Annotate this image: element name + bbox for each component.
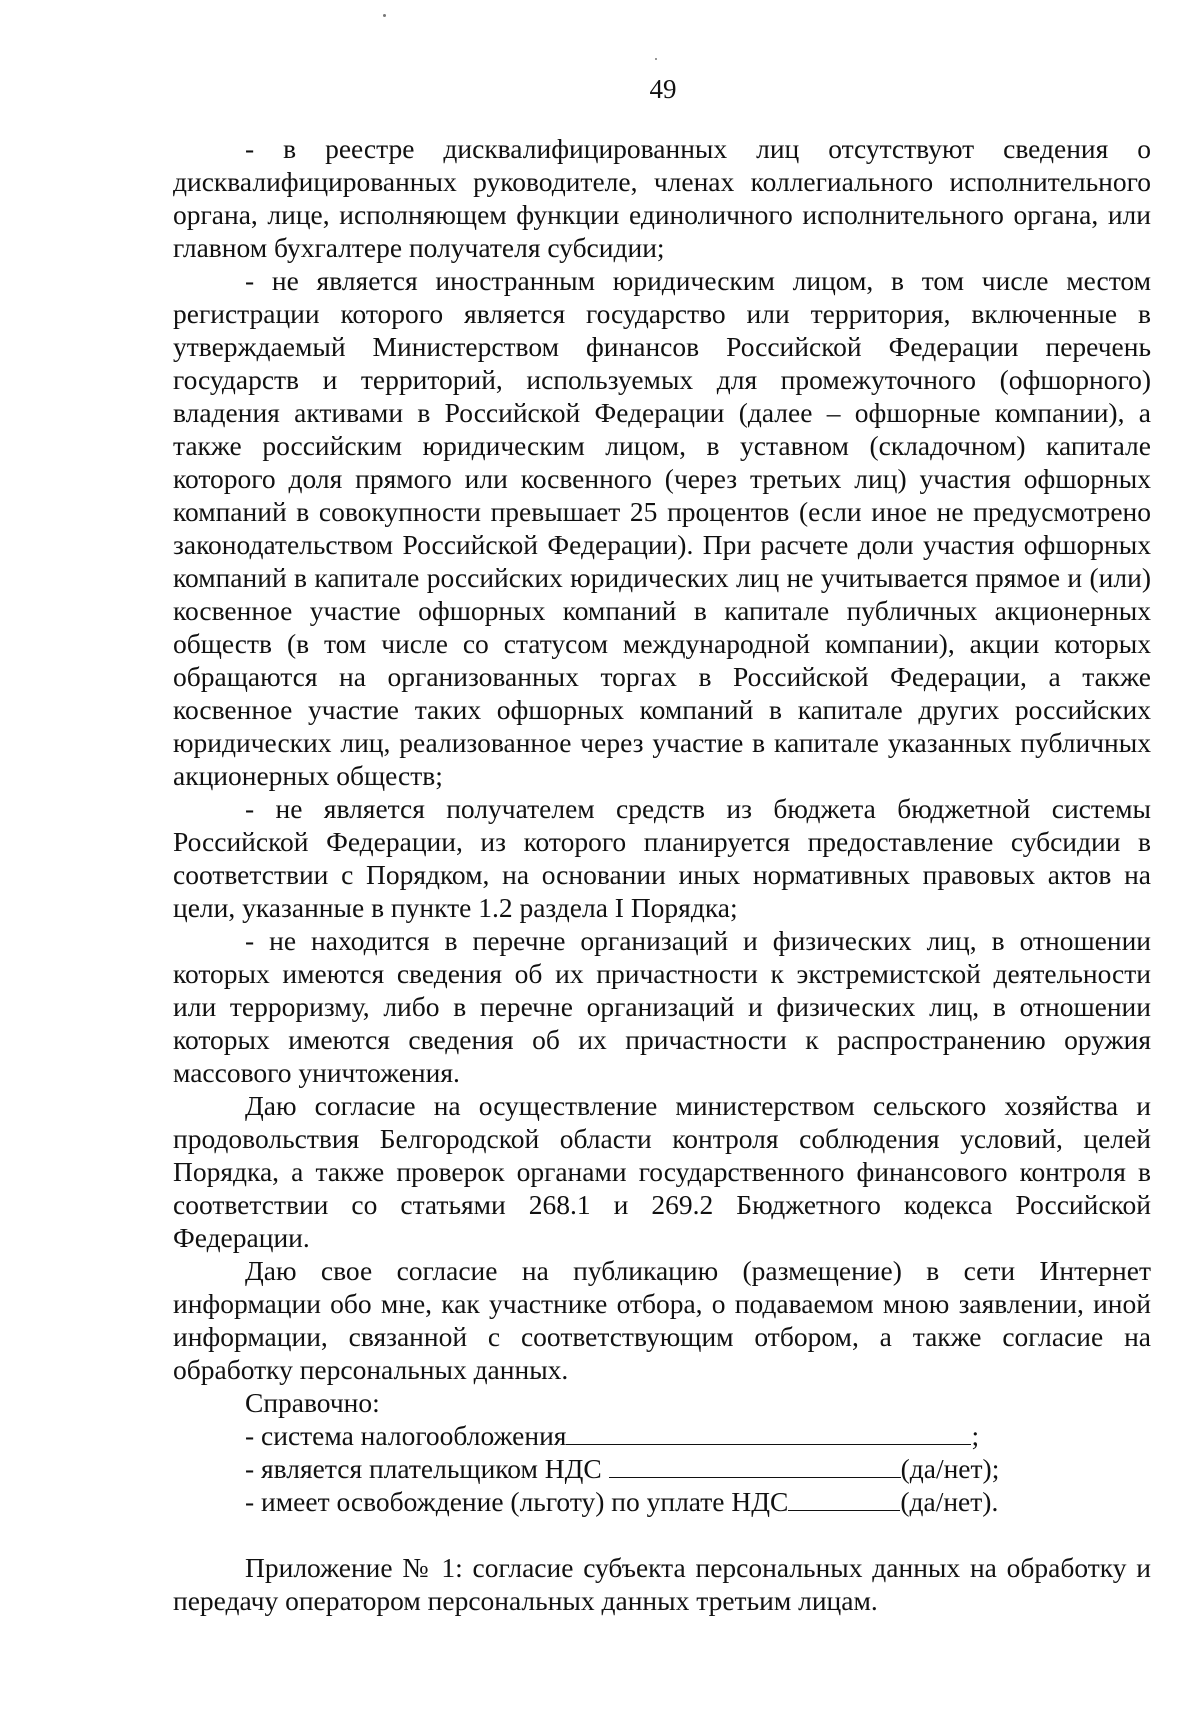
- paragraph-disqualified-persons: - в реестре дисквалифицированных лиц отсутствуют сведения о дисквалифицированных руководителе, членах коллегиального исполнительного органа, лице, исполняющем функции единоличного исполнительного органа, или главном бухгалтере получателя субсидии;: [173, 133, 1151, 263]
- vat-payer-suffix: (да/нет);: [900, 1453, 1000, 1484]
- scan-speck: [655, 58, 657, 60]
- vat-payer-label: - является плательщиком НДС: [245, 1453, 602, 1484]
- vat-exemption-suffix: (да/нет).: [900, 1486, 999, 1517]
- tax-system-line: [173, 1419, 1151, 1452]
- scan-speck: [383, 14, 386, 17]
- spacer: [173, 1518, 1151, 1551]
- tax-system-label: - система налогообложения: [245, 1420, 567, 1451]
- paragraph-budget-recipient: - не является получателем средств из бюджета бюджетной системы Российской Федерации, из которого планируется предоставление субсидии в соответствии с Порядком, на основании иных нормативных правовых актов на цели, указанные в пункте 1.2 раздела I Порядка;: [173, 793, 1151, 923]
- paragraph-extremism-list: - не находится в перечне организаций и физических лиц, в отношении которых имеются сведения об их причастности к экстремистской деятельности или терроризму, либо в перечне организаций и физических лиц, в отношении которых имеются сведения об их причастности к распространению оружия массового уничтожения.: [173, 925, 1151, 1088]
- paragraph-publication-consent: Даю свое согласие на публикацию (размещение) в сети Интернет информации обо мне, как участнике отбора, о подаваемом мною заявлении, иной информации, связанной с соответствующим отбором, а также согласие на обработку персональных данных.: [173, 1255, 1151, 1385]
- paragraph-control-consent: Даю согласие на осуществление министерством сельского хозяйства и продовольствия Белгородской области контроля соблюдения условий, целей Порядка, а также проверок органами государственного финансового контроля в соответствии со статьями 268.1 и 269.2 Бюджетного кодекса Российской Федерации.: [173, 1090, 1151, 1253]
- vat-payer-line: [173, 1452, 1151, 1485]
- vat-exemption-label: - имеет освобождение (льготу) по уплате НДС: [245, 1486, 789, 1517]
- reference-title: Справочно:: [245, 1387, 380, 1418]
- document-body: [173, 132, 1151, 1617]
- vat-exemption-line: [173, 1485, 1151, 1518]
- appendix-note: Приложение № 1: согласие субъекта персональных данных на обработку и передачу оператором персональных данных третьим лицам.: [173, 1552, 1151, 1616]
- vat-exemption-field[interactable]: [788, 1486, 900, 1511]
- tax-system-suffix: ;: [971, 1420, 980, 1451]
- page-number: 49: [649, 74, 677, 104]
- vat-payer-field[interactable]: [609, 1453, 901, 1478]
- tax-system-field[interactable]: [566, 1420, 971, 1445]
- paragraph-offshore-companies: - не является иностранным юридическим лицом, в том числе местом регистрации которого является государство или территория, включенные в утверждаемый Министерством финансов Российской Федерации перечень государств и территорий, используемых для промежуточного (офшорного) владения активами в Российской Федерации (далее – офшорные компании), а также российским юридическим лицом, в уставном (складочном) капитале которого доля прямого или косвенного (через третьих лиц) участия офшорных компаний в совокупности превышает 25 процентов (если иное не предусмотрено законодательством Российской Федерации). При расчете доли участия офшорных компаний в капитале российских юридических лиц не учитывается прямое и (или) косвенное участие офшорных компаний в капитале публичных акционерных обществ (в том числе со статусом международной компании), акции которых обращаются на организованных торгах в Российской Федерации, а также косвенное участие таких офшорных компаний в капитале других российских юридических лиц, реализованное через участие в капитале указанных публичных акционерных обществ;: [173, 265, 1151, 791]
